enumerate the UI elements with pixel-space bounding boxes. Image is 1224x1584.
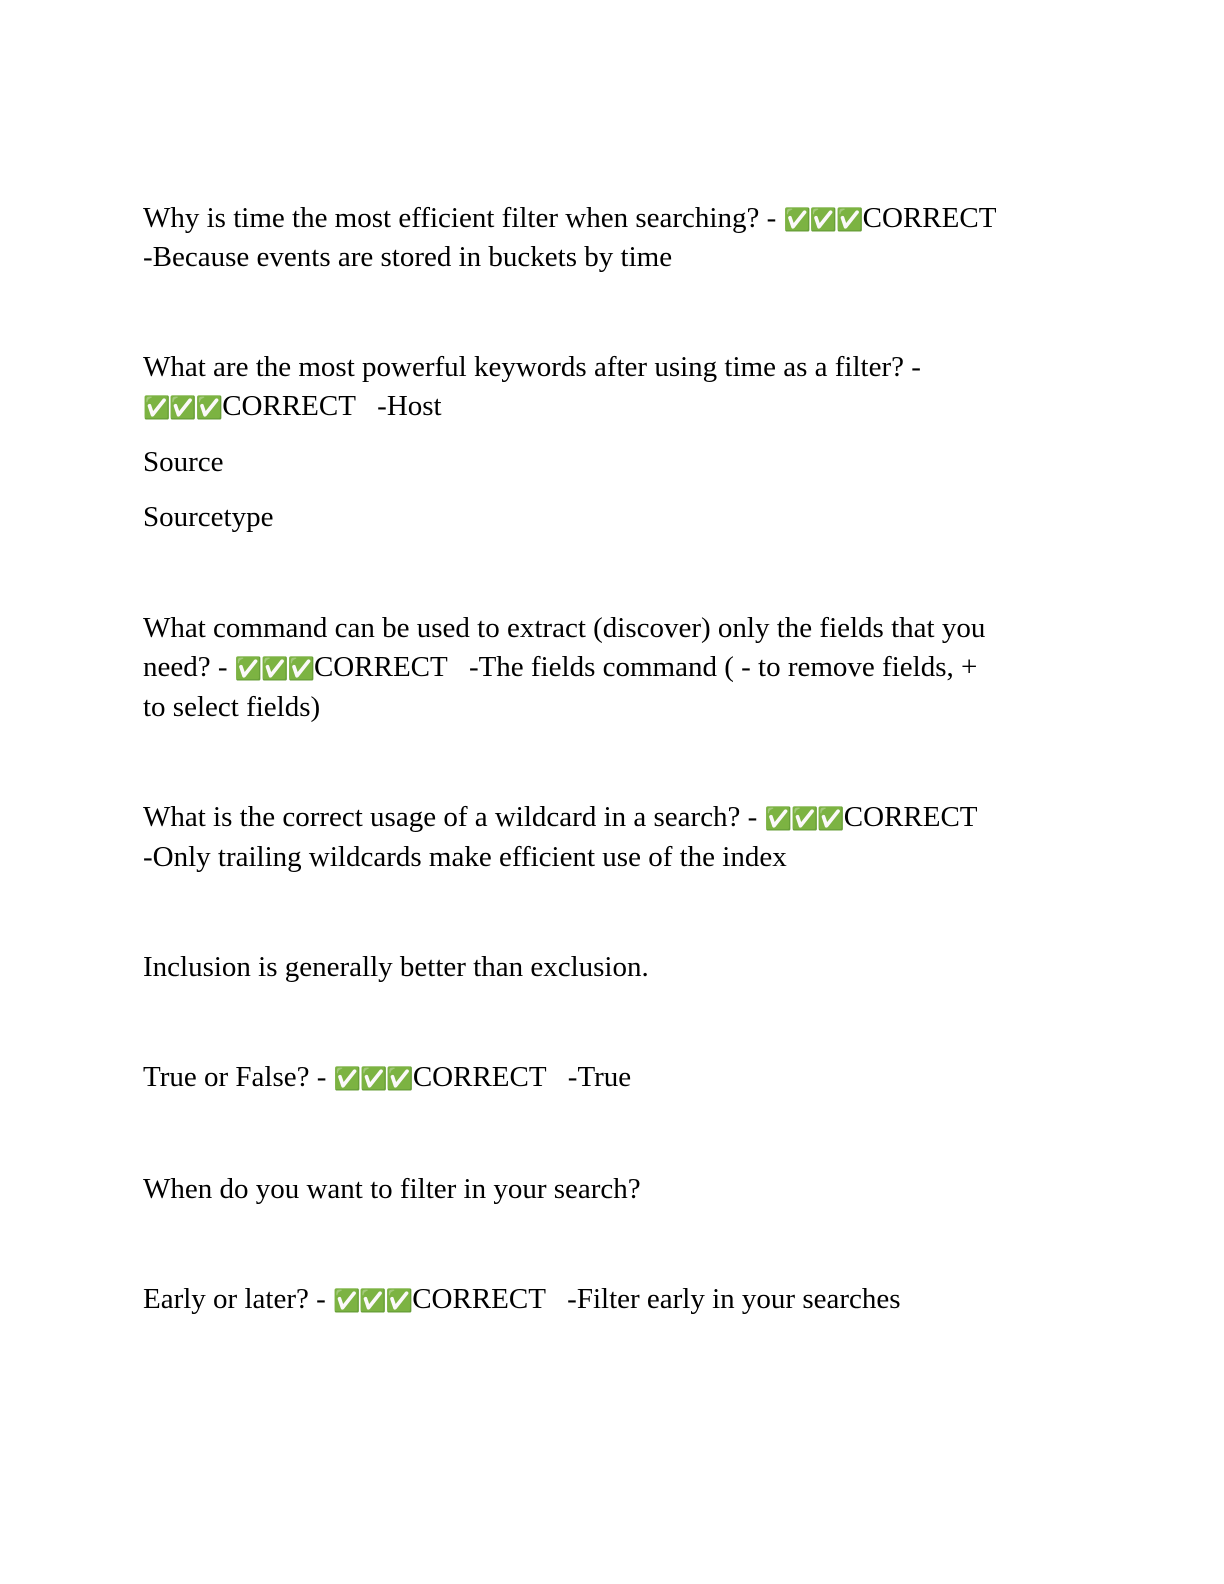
check-marks-icon: ✅✅✅ — [333, 1067, 413, 1092]
text-line — [143, 608, 1083, 648]
line-text: -Only trailing wildcards make efficient use of the index — [143, 841, 787, 873]
check-marks-icon: ✅✅✅ — [333, 1289, 413, 1314]
line-text: Why is time the most efficient filter when searching? - — [143, 202, 784, 234]
text-line — [143, 1057, 1083, 1100]
text-line — [143, 1169, 1083, 1209]
text-line — [143, 386, 1083, 429]
text-line — [143, 687, 1083, 727]
line-text: CORRECT -The fields command ( - to remove fields, + — [313, 651, 978, 683]
line-text: What is the correct usage of a wildcard in a search? - — [143, 801, 765, 833]
text-line — [143, 237, 1083, 277]
line-text: What command can be used to extract (discover) only the fields that you — [143, 612, 986, 644]
line-text: When do you want to filter in your search? — [143, 1173, 641, 1205]
text-line — [143, 497, 1083, 537]
text-line — [143, 837, 1083, 877]
line-text: Source — [143, 446, 224, 478]
line-text: Early or later? - — [143, 1283, 334, 1315]
text-line — [143, 1279, 1083, 1322]
text-line — [143, 347, 1083, 387]
check-marks-icon: ✅✅✅ — [143, 396, 223, 421]
line-text: CORRECT -Filter early in your searches — [412, 1283, 901, 1315]
text-line — [143, 947, 1083, 987]
line-text: CORRECT -Host — [222, 390, 442, 422]
text-line — [143, 797, 1083, 840]
line-text: CORRECT — [862, 202, 997, 234]
text-line — [143, 442, 1083, 482]
line-text: CORRECT — [843, 801, 978, 833]
line-text: Inclusion is generally better than exclusion. — [143, 951, 649, 983]
text-line — [143, 647, 1083, 690]
line-text: need? - — [143, 651, 235, 683]
line-text: -Because events are stored in buckets by time — [143, 241, 673, 273]
text-line — [143, 198, 1083, 241]
line-text: CORRECT -True — [412, 1061, 632, 1093]
check-marks-icon: ✅✅✅ — [783, 208, 863, 233]
line-text: Sourcetype — [143, 501, 274, 533]
check-marks-icon: ✅✅✅ — [234, 657, 314, 682]
check-marks-icon: ✅✅✅ — [764, 807, 844, 832]
line-text: to select fields) — [143, 691, 321, 723]
line-text: What are the most powerful keywords after using time as a filter? - — [143, 351, 921, 383]
line-text: True or False? - — [143, 1061, 334, 1093]
